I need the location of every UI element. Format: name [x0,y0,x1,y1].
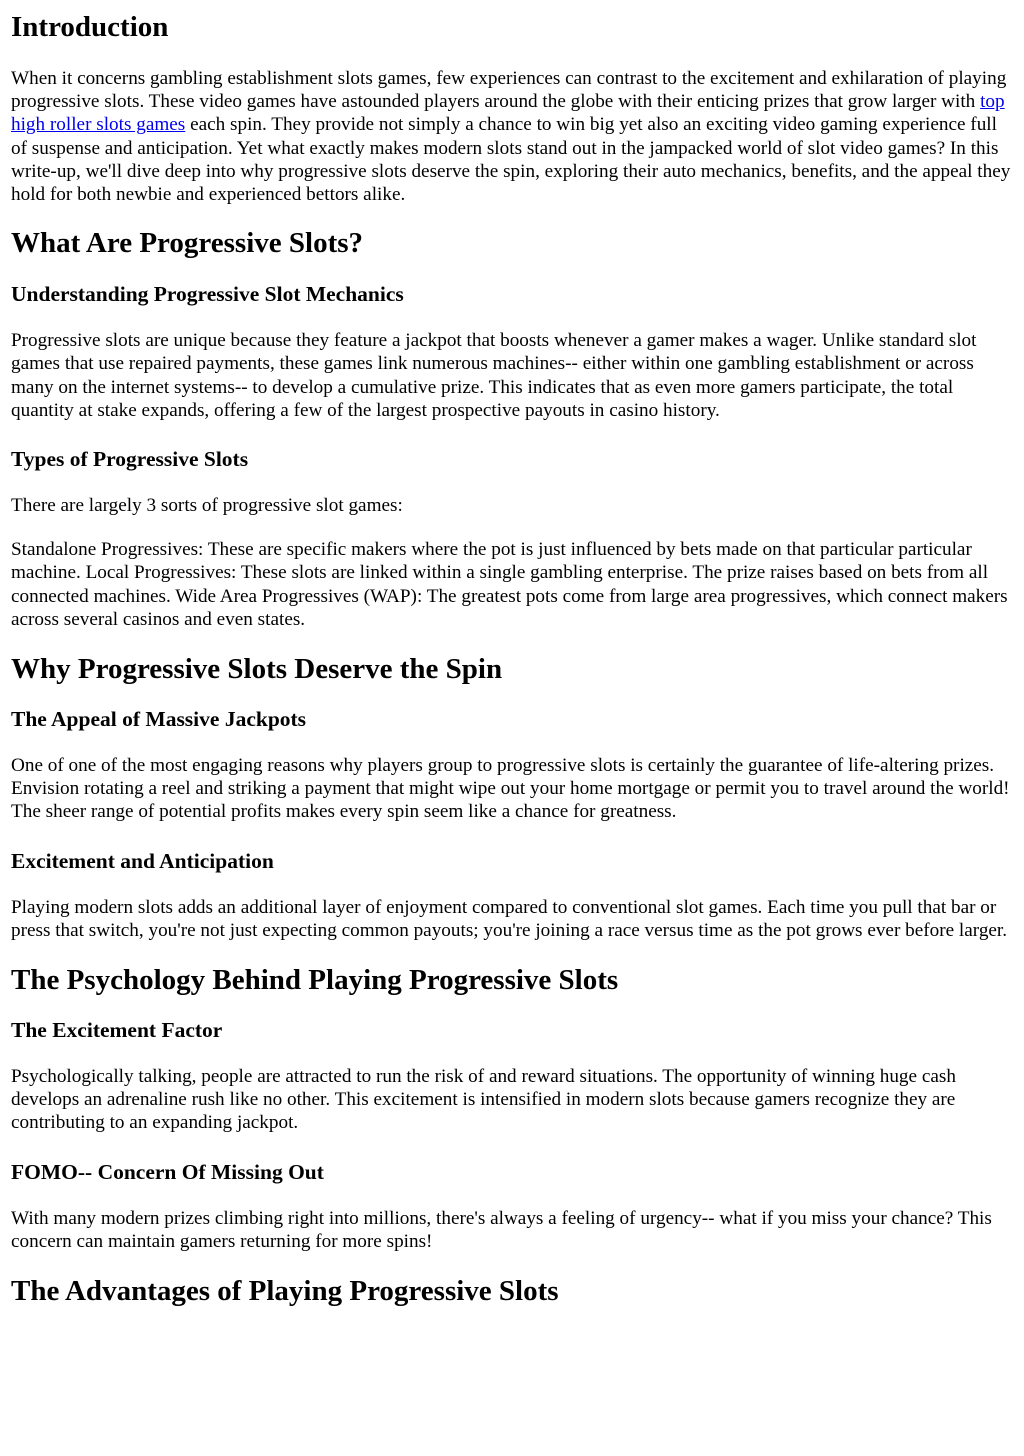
excitement-heading: Excitement and Anticipation [11,848,274,873]
fomo-paragraph: With many modern prizes climbing right into millions, there's always a feeling of urgency-- what if you miss your chance? This concern can maintain gamers returning for more spins! [11,1207,992,1252]
mechanics-heading: Understanding Progressive Slot Mechanics [11,282,404,307]
types-heading: Types of Progressive Slots [11,447,249,472]
what-are-heading: What Are Progressive Slots? [11,227,364,260]
types-paragraph: Standalone Progressives: These are specific makers where the pot is just influenced by bets made on that particular particular machine. Local Progressives: These slots are linked within a single gambling enterprise. The prize raises based on bets from all connected machines. Wide Area Progressives (WAP): The greatest pots come from large area progressives, which connect makers across several casinos and even states. [11,539,1008,630]
intro-heading: Introduction [11,11,169,43]
excitement-paragraph: Playing modern slots adds an additional layer of enjoyment compared to conventional slot games. Each time you pull that bar or press that switch, you're not just expecting common payouts; you're joining a race versus time as the pot grows ever before larger. [11,896,1008,941]
high-roller-slots-link[interactable]: top high roller slots games [11,91,1005,136]
intro-text-after-link: each spin. They provide not simply a chance to win big yet also an exciting video gaming experience full of suspense and anticipation. Yet what exactly makes modern slots stand out in the jampacked world of slot video games? In this write-up, we'll dive deep into why progressive slots deserve the spin, exploring their auto mechanics, benefits, and the appeal they hold for both newbie and experienced bettors alike. [11,114,1011,206]
advantages-heading: The Advantages of Playing Progressive Slots [11,1275,559,1308]
appeal-paragraph: One of one of the most engaging reasons why players group to progressive slots is certainly the guarantee of life-altering prizes. Envision rotating a reel and striking a payment that might wipe out your home mortgage or permit you to travel around the world! The sheer range of potential profits makes every spin seem like a chance for greatness. [11,755,1010,823]
psychology-heading: The Psychology Behind Playing Progressive Slots [11,964,619,997]
article [0,10,1024,1308]
excitement-factor-heading: The Excitement Factor [11,1018,223,1043]
fomo-heading: FOMO-- Concern Of Missing Out [11,1159,324,1184]
appeal-heading: The Appeal of Massive Jackpots [11,707,307,732]
excitement-factor-paragraph: Psychologically talking, people are attracted to run the risk of and reward situations. The opportunity of winning huge cash develops an adrenaline rush like no other. This excitement is intensified in modern slots because gamers recognize they are contributing to an expanding jackpot. [11,1066,956,1134]
mechanics-paragraph: Progressive slots are unique because they feature a jackpot that boosts whenever a gamer makes a wager. Unlike standard slot games that use repaired payments, these games link numerous machines-- either within one gambling establishment or across many on the internet systems-- to develop a cumulative prize. This indicates that as even more gamers participate, the total quantity at stake expands, offering a few of the largest prospective payouts in casino history. [11,330,977,421]
why-heading: Why Progressive Slots Deserve the Spin [11,653,503,686]
types-intro-paragraph: There are largely 3 sorts of progressive slot games: [11,495,403,517]
intro-text-before-link: When it concerns gambling establishment slots games, few experiences can contrast to the excitement and exhilaration of playing progressive slots. These video games have astounded players around the globe with their enticing prizes that grow larger with [11,68,1007,113]
intro-paragraph [11,67,1014,206]
